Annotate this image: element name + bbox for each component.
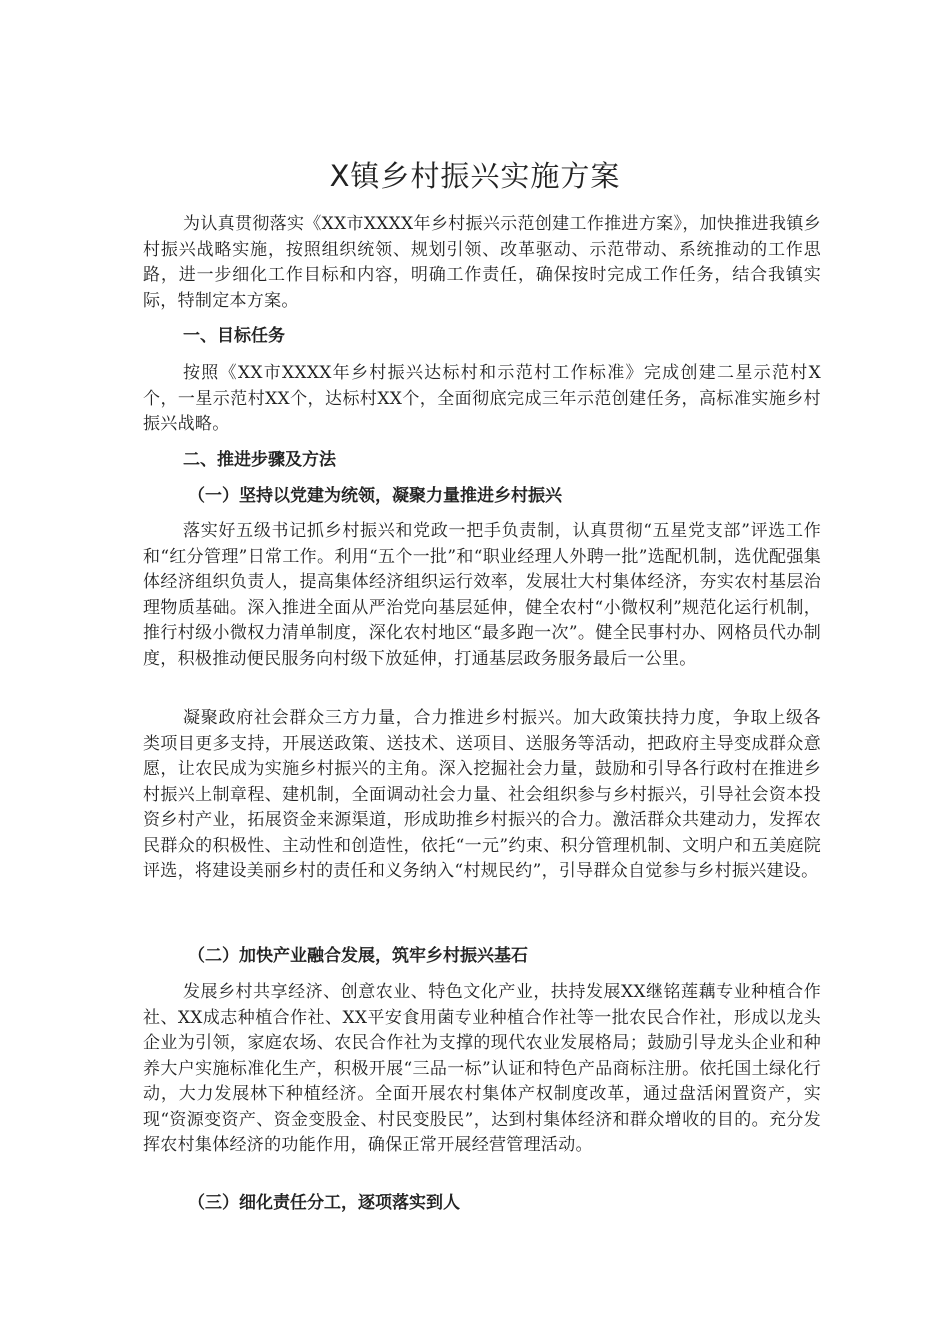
goals-block — [143, 361, 821, 438]
industry-paragraph: 发展乡村共享经济、创意农业、特色文化产业，扶持发展XX继铭莲藕专业种植合作社、XX成志种植合作社、XX平安食用菌专业种植合作社等一批农民合作社，形成以龙头企业为引领，家庭农场、农民合作社为支撑的现代农业发展格局；鼓励引导龙头企业和种养大户实施标准化生产，积极开展“三品一标”认证和特色产品商标注册。依托国土绿化行动，大力发展林下种植经济。全面开展农村集体产权制度改革，通过盘活闲置资产，实现“资源变资产、资金变股金、村民变股民”，达到村集体经济和群众增收的目的。充分发挥农村集体经济的功能作用，确保正常开展经营管理活动。 — [143, 982, 821, 1155]
subsection-heading-responsibility: （三）细化责任分工，逐项落实到人 — [188, 1193, 460, 1213]
intro-block — [143, 212, 821, 314]
goals-paragraph: 按照《XX市XXXX年乡村振兴达标村和示范村工作标准》完成创建二星示范村X个，一星示范村XX个，达标村XX个，全面彻底完成三年示范创建任务，高标准实施乡村振兴战略。 — [143, 363, 821, 434]
party-paragraph-2: 凝聚政府社会群众三方力量，合力推进乡村振兴。加大政策扶持力度，争取上级各类项目更多支持，开展送政策、送技术、送项目、送服务等活动，把政府主导变成群众意愿，让农民成为实施乡村振兴的主角。深入挖掘社会力量，鼓励和引导各行政村在推进乡村振兴上制章程、建机制，全面调动社会力量、社会组织参与乡村振兴，引导社会资本投资乡村产业，拓展资金来源渠道，形成助推乡村振兴的合力。激活群众共建动力，发挥农民群众的积极性、主动性和创造性，依托“一元”约束、积分管理机制、文明户和五美庭院评选，将建设美丽乡村的责任和义务纳入“村规民约”，引导群众自觉参与乡村振兴建设。 — [143, 708, 821, 881]
industry-block — [143, 980, 821, 1159]
section-heading-steps: 二、推进步骤及方法 — [183, 450, 336, 470]
subsection-heading-party: （一）坚持以党建为统领，凝聚力量推进乡村振兴 — [188, 486, 562, 506]
party-block-2 — [143, 706, 821, 885]
party-paragraph-1: 落实好五级书记抓乡村振兴和党政一把手负责制，认真贯彻“五星党支部”评选工作和“红分管理”日常工作。利用“五个一批”和“职业经理人外聘一批”选配机制，选优配强集体经济组织负责人，提高集体经济组织运行效率，发展壮大村集体经济，夯实农村基层治理物质基础。深入推进全面从严治党向基层延伸，健全农村“小微权利”规范化运行机制，推行村级小微权力清单制度，深化农村地区“最多跑一次”。健全民事村办、网格员代办制度，积极推动便民服务向村级下放延伸，打通基层政务服务最后一公里。 — [143, 521, 821, 669]
intro-paragraph: 为认真贯彻落实《XX市XXXX年乡村振兴示范创建工作推进方案》，加快推进我镇乡村振兴战略实施，按照组织统领、规划引领、改革驱动、示范带动、系统推动的工作思路，进一步细化工作目标和内容，明确工作责任，确保按时完成工作任务，结合我镇实际，特制定本方案。 — [143, 214, 821, 311]
section-heading-goals: 一、目标任务 — [183, 326, 285, 346]
party-block-1 — [143, 519, 821, 672]
document-title: X镇乡村振兴实施方案 — [329, 159, 621, 193]
subsection-heading-industry: （二）加快产业融合发展，筑牢乡村振兴基石 — [188, 946, 528, 966]
